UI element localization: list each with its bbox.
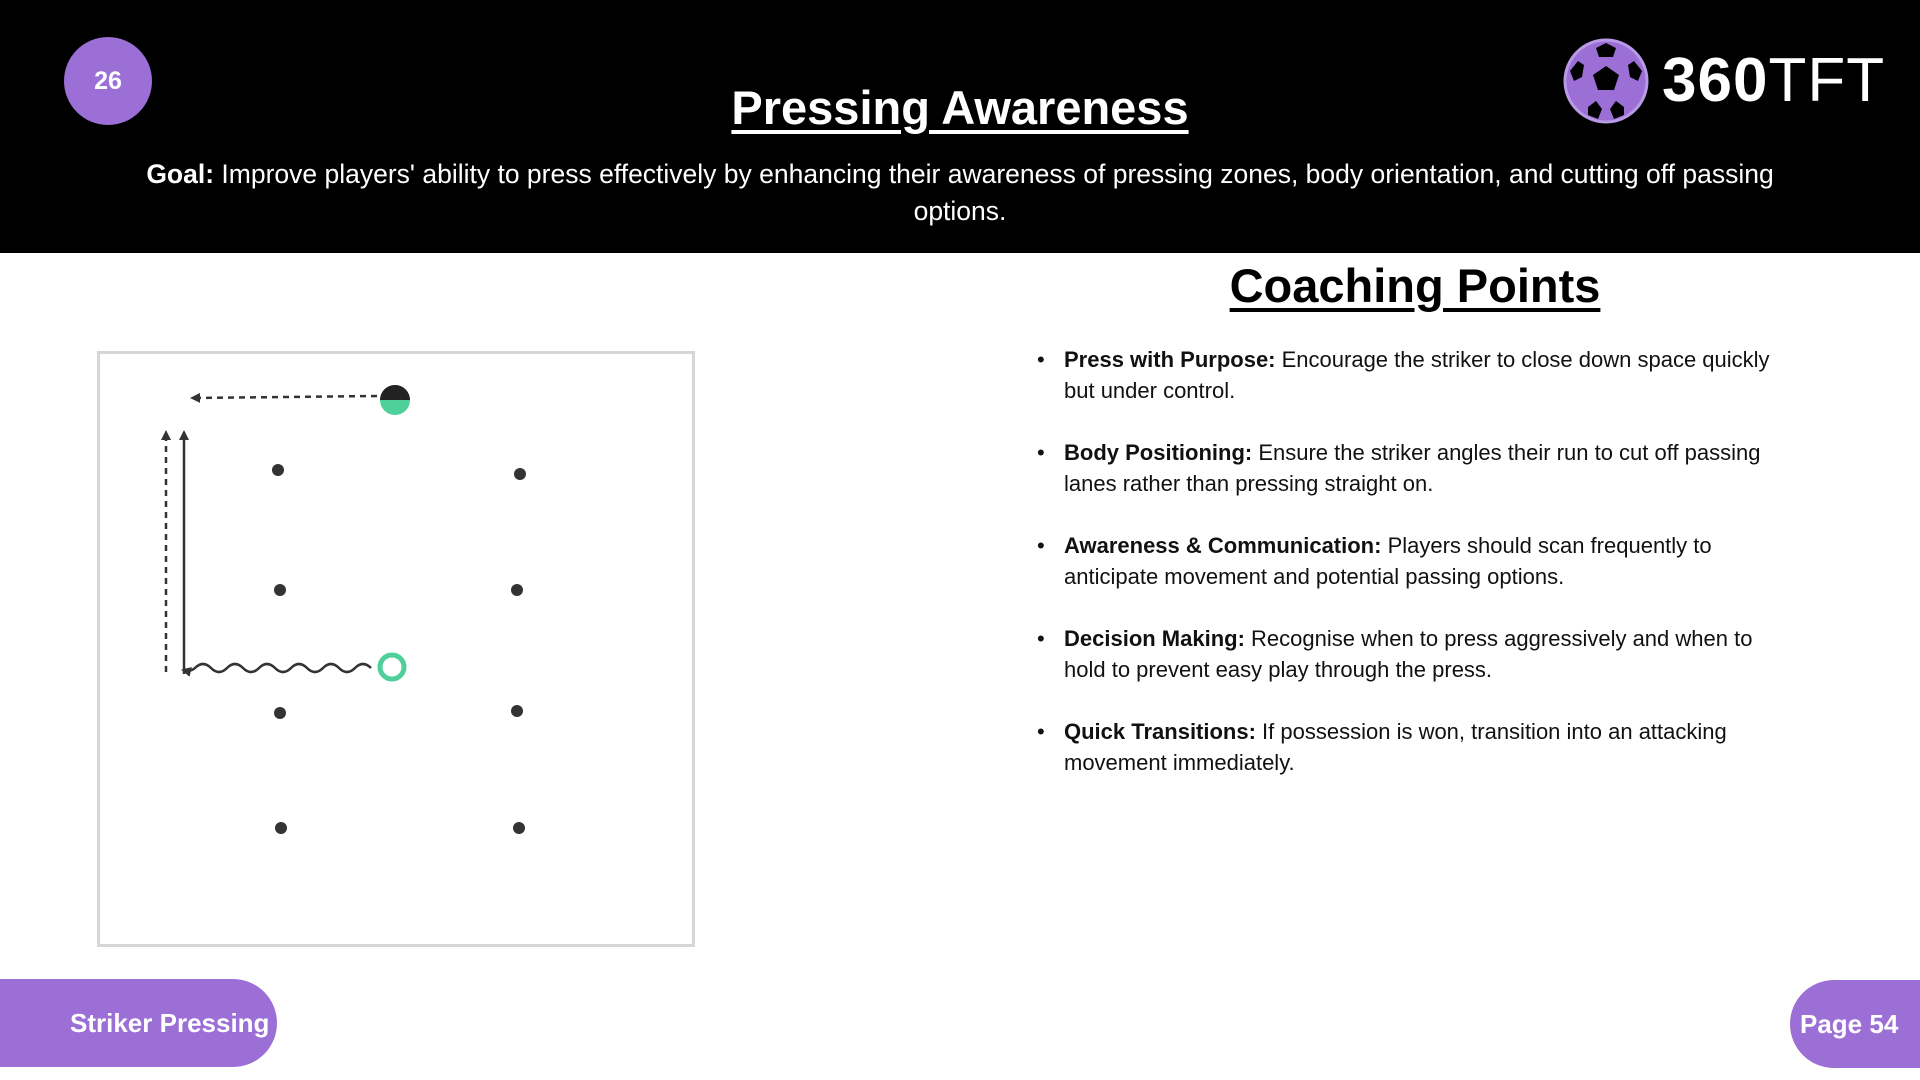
brand-wordmark <box>1662 46 1886 115</box>
drill-number-badge: 26 <box>64 37 152 125</box>
cone-marker <box>511 705 523 717</box>
coaching-points-title: Coaching Points <box>1229 259 1601 312</box>
goal-description: Improve players' ability to press effectively by enhancing their awareness of pressing zones, body orientation, and cutting off passing options. <box>214 159 1774 226</box>
cone-marker <box>511 584 523 596</box>
drill-diagram <box>97 351 695 947</box>
goal-label: Goal: <box>146 159 215 189</box>
list-item: • Awareness & Communication: Players should scan frequently to anticipate movement and potential passing options. <box>1037 533 1712 589</box>
page-number-pill: Page 54 <box>1790 980 1920 1068</box>
section-label-pill: Striker Pressing <box>0 979 277 1067</box>
cone-marker <box>275 822 287 834</box>
list-item: • Decision Making: Recognise when to press aggressively and when to hold to prevent easy play through the press. <box>1037 626 1753 682</box>
soccer-ball-icon <box>1562 37 1650 125</box>
player-with-ball <box>380 385 410 415</box>
drill-diagram-svg <box>100 354 692 944</box>
point-text: Encourage the striker to close down space quickly but under control. <box>1064 347 1770 403</box>
brand-wordmark-number: 360 <box>1662 46 1769 115</box>
coaching-points-list <box>1037 344 1800 809</box>
brand-logo <box>1562 36 1885 126</box>
point-label: Press with Purpose: <box>1064 347 1276 372</box>
point-label: Quick Transitions: <box>1064 719 1256 744</box>
pass-arrow-dashed <box>192 396 377 398</box>
point-text: Ensure the striker angles their run to cut off passing lanes rather than pressing straight on. <box>1064 440 1761 496</box>
point-label: Awareness & Communication: <box>1064 533 1382 558</box>
list-item: • Quick Transitions: If possession is won, transition into an attacking movement immediately. <box>1037 719 1727 775</box>
point-text: If possession is won, transition into an attacking movement immediately. <box>1064 719 1727 775</box>
point-label: Body Positioning: <box>1064 440 1253 465</box>
page-title: Pressing Awareness <box>731 81 1189 134</box>
cone-marker <box>514 468 526 480</box>
goal-text <box>130 156 1790 230</box>
point-label: Decision Making: <box>1064 626 1245 651</box>
brand-wordmark-letters: TFT <box>1768 46 1886 115</box>
list-item: • Press with Purpose: Encourage the striker to close down space quickly but under control. <box>1037 347 1770 403</box>
cone-marker <box>272 464 284 476</box>
list-item: • Body Positioning: Ensure the striker angles their run to cut off passing lanes rather than pressing straight on. <box>1037 440 1761 496</box>
cone-marker <box>274 707 286 719</box>
cone-marker <box>513 822 525 834</box>
pressing-player <box>380 655 404 679</box>
point-text: Recognise when to press aggressively and when to hold to prevent easy play through the press. <box>1064 626 1753 682</box>
cone-marker <box>274 584 286 596</box>
dribble-wavy-line <box>183 664 371 672</box>
header-bar <box>0 0 1920 253</box>
point-text: Players should scan frequently to anticipate movement and potential passing options. <box>1064 533 1712 589</box>
